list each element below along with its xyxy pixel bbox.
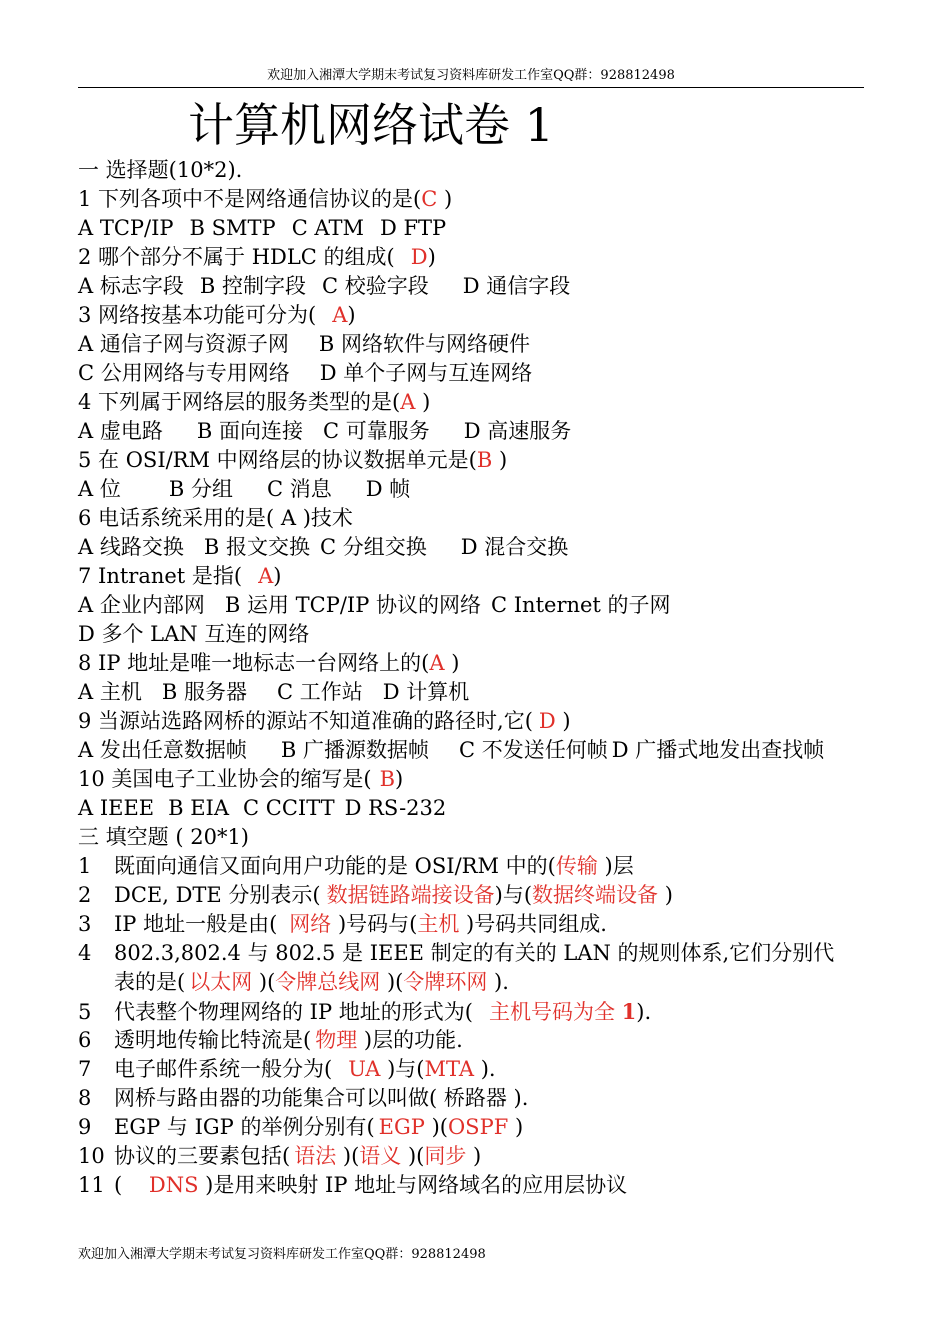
answer: A: [400, 390, 416, 414]
question-6: 6 电话系统采用的是( A )技术: [78, 506, 353, 530]
answer: OSPF: [447, 1115, 509, 1139]
options-7a: A 企业内部网 B 运用 TCP/IP 协议的网络 C Internet 的子网: [78, 593, 671, 617]
answer: A: [429, 651, 445, 675]
answer: 数据链路端接设备: [326, 883, 495, 907]
answer: 1: [621, 999, 637, 1024]
section-heading: 一 选择题(10*2).: [78, 158, 243, 182]
answer: 令牌环网: [403, 970, 488, 994]
section-heading: 三 填空题 ( 20*1): [78, 825, 249, 849]
question-2: 2 哪个部分不属于 HDLC 的组成( D): [78, 245, 436, 269]
answer: 传输: [555, 854, 598, 878]
options-9: A 发出任意数据帧 B 广播源数据帧 C 不发送任何帧 D 广播式地发出查找帧: [78, 738, 825, 762]
answer: C: [421, 187, 438, 211]
answer: 令牌总线网: [275, 970, 381, 994]
question-9: 9 当源站选路网桥的源站不知道准确的路径时,它( D ): [78, 709, 571, 733]
options-4: A 虚电路 B 面向连接 C 可靠服务 D 高速服务: [78, 419, 572, 443]
answer: 数据终端设备: [532, 883, 659, 907]
options-1: A TCP/IP B SMTP C ATM D FTP: [78, 216, 447, 240]
answer: 同步: [424, 1144, 467, 1168]
fill-4b: 表的是( 以太网 )(令牌总线网 )(令牌环网 ).: [114, 970, 509, 994]
options-6: A 线路交换 B 报文交换 C 分组交换 D 混合交换: [78, 535, 569, 559]
answer: 语法: [294, 1144, 337, 1168]
exam-body: [78, 156, 868, 1200]
options-3a: A 通信子网与资源子网 B 网络软件与网络硬件: [78, 332, 530, 356]
answer: EGP: [378, 1115, 425, 1139]
question-4: 4 下列属于网络层的服务类型的是(A ): [78, 390, 431, 414]
answer: UA: [348, 1057, 381, 1081]
answer: A: [258, 564, 274, 588]
header-rule: [78, 87, 864, 88]
fill-10: 10 协议的三要素包括( 语法 )(语义 )(同步 ): [78, 1144, 482, 1168]
question-5: 5 在 OSI/RM 中网络层的协议数据单元是(B ): [78, 448, 508, 472]
page-title: 计算机网络试卷 1: [188, 98, 554, 152]
answer: B: [379, 767, 396, 791]
answer: 主机: [417, 912, 460, 936]
answer: 语义: [359, 1144, 402, 1168]
answer: 物理: [315, 1028, 358, 1052]
question-8: 8 IP 地址是唯一地标志一台网络上的(A ): [78, 651, 460, 675]
options-10: A IEEE B EIA C CCITT D RS-232: [78, 796, 447, 820]
question-10: 10 美国电子工业协会的缩写是( B): [78, 767, 404, 791]
fill-3: 3 IP 地址一般是由( 网络 )号码与(主机 )号码共同组成.: [78, 912, 607, 936]
answer: D: [538, 709, 556, 733]
fill-11: 11 ( DNS )是用来映射 IP 地址与网络域名的应用层协议: [78, 1173, 628, 1197]
question-7: 7 Intranet 是指( A): [78, 564, 282, 588]
fill-5: 5 代表整个物理网络的 IP 地址的形式为( 主机号码为全 1).: [78, 999, 652, 1024]
fill-1: 1 既面向通信又面向用户功能的是 OSI/RM 中的(传输 )层: [78, 854, 634, 878]
answer: 以太网: [189, 970, 253, 994]
question-3: 3 网络按基本功能可分为( A): [78, 303, 356, 327]
answer: DNS: [148, 1173, 199, 1197]
options-2: A 标志字段 B 控制字段 C 校验字段 D 通信字段: [78, 274, 571, 298]
fill-2: 2 DCE, DTE 分别表示( 数据链路端接设备)与(数据终端设备 ): [78, 883, 673, 907]
fill-8: 8 网桥与路由器的功能集合可以叫做( 桥路器 ).: [78, 1086, 529, 1110]
options-8: A 主机 B 服务器 C 工作站 D 计算机: [78, 680, 470, 704]
page-footer: 欢迎加入湘潭大学期末考试复习资料库研发工作室QQ群：928812498: [78, 1247, 486, 1262]
answer: B: [476, 448, 493, 472]
answer: A: [332, 303, 348, 327]
answer: 网络: [289, 912, 332, 936]
fill-7: 7 电子邮件系统一般分为( UA )与(MTA ).: [78, 1057, 496, 1081]
question-1: 1 下列各项中不是网络通信协议的是(C ): [78, 187, 453, 211]
options-3b: C 公用网络与专用网络 D 单个子网与互连网络: [78, 361, 533, 385]
page-header: 欢迎加入湘潭大学期末考试复习资料库研发工作室QQ群：928812498: [267, 68, 675, 83]
fill-6: 6 透明地传输比特流是( 物理 )层的功能.: [78, 1028, 463, 1052]
answer: 主机号码为全: [488, 1000, 622, 1024]
options-7b: D 多个 LAN 互连的网络: [78, 622, 310, 646]
options-5: A 位 B 分组 C 消息 D 帧: [78, 477, 411, 501]
fill-9: 9 EGP 与 IGP 的举例分别有( EGP )(OSPF ): [78, 1115, 524, 1139]
fill-4a: 4 802.3,802.4 与 802.5 是 IEEE 制定的有关的 LAN 的规则体系,它们分别代: [78, 941, 835, 965]
answer: D: [410, 245, 428, 269]
answer: MTA: [424, 1057, 475, 1081]
